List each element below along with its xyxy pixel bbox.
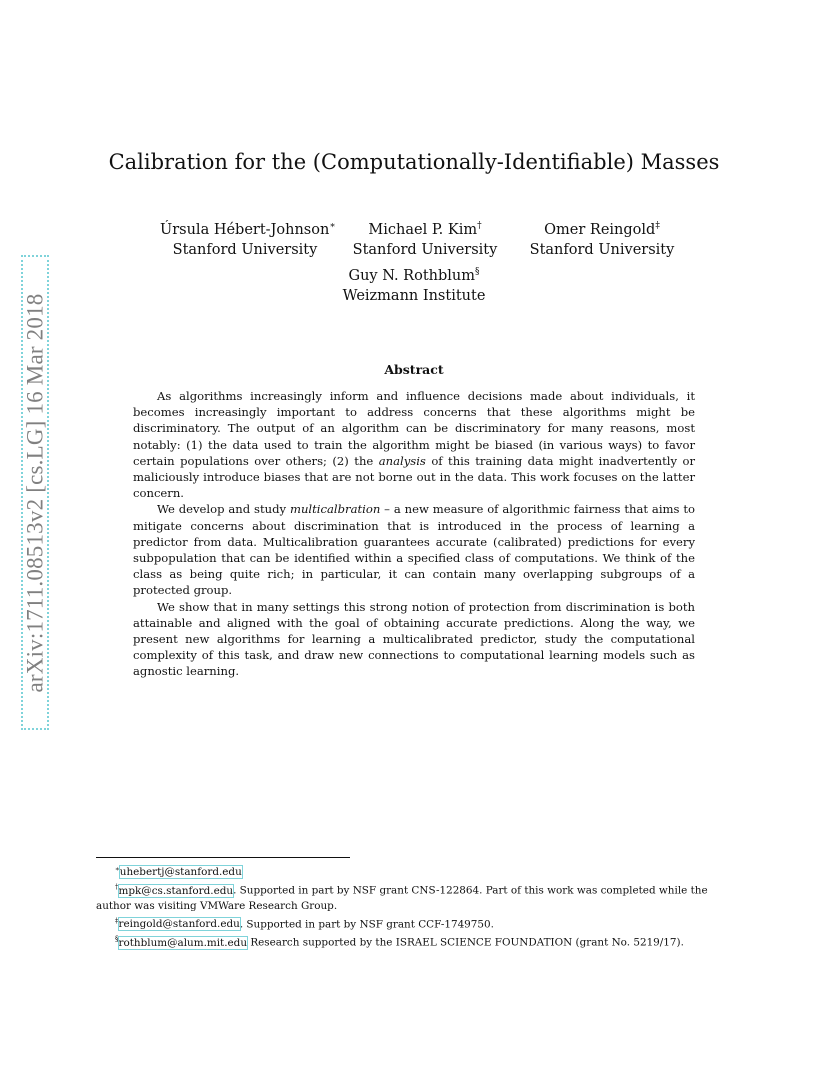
abstract-paragraph-3: We show that in many settings this strong notion of protection from discrimination is both attainable and aligned with the goal of obtaining accurate predictions. Along the way, we present new algorithms for learning a multicalibrated predictor, study the computational complexity of this task, and draw new connections to computational learning models such as agnostic learning. xyxy=(133,599,695,679)
email-link[interactable]: rothblum@alum.mit.edu xyxy=(118,936,248,949)
footnote-4: §rothblum@alum.mit.edu Research supported by the ISRAEL SCIENCE FOUNDATION (grant No. 5219/17). xyxy=(115,935,684,949)
footnote-1: ∗uhebertj@stanford.edu xyxy=(115,865,242,879)
footnotes xyxy=(96,862,735,951)
footnote-2: †mpk@cs.stanford.edu. Supported in part by NSF grant CNS-122864. Part of this work was completed while the xyxy=(115,883,708,897)
author-affiliation: Stanford University xyxy=(172,241,318,258)
abstract-paragraph-2: We develop and study multicalbration – a new measure of algorithmic fairness that aims to mitigate concerns about discrimination that is introduced in the process of learning a predictor from data. Multicalibration guarantees accurate (calibrated) predictions for every subpopulation that can be identified within a specified class of computations. We think of the class as being quite rich; in particular, it can contain many overlapping subgroups of a protected group. xyxy=(133,502,695,598)
author-mark: † xyxy=(477,221,482,231)
author-affiliation: Stanford University xyxy=(529,241,675,258)
abstract-paragraph-1: As algorithms increasingly inform and influence decisions made about individuals, it becomes increasingly important to address concerns that these algorithms might be discriminatory. The output of an algorithm can be discriminatory for many reasons, most notably: (1) the data used to train the algorithm might be biased (in various ways) to favor certain populations over others; (2) the analysis of this training data might inadvertently or maliciously introduce biases that are not borne out in the data. This work focuses on the latter concern. xyxy=(133,389,695,501)
arxiv-identifier-text: arXiv:1711.08513v2 [cs.LG] 16 Mar 2018 xyxy=(22,293,47,692)
author-affiliation: Weizmann Institute xyxy=(342,287,486,304)
email-link[interactable]: uhebertj@stanford.edu xyxy=(119,866,242,879)
arxiv-identifier-stamp[interactable] xyxy=(21,255,49,730)
author-block-4 xyxy=(339,262,489,306)
footnote-2-continued: author was visiting VMWare Research Group. xyxy=(96,899,338,912)
author-block-2 xyxy=(350,216,500,260)
author-name: Guy N. Rothblum xyxy=(348,267,476,284)
abstract-heading: Abstract xyxy=(384,362,444,377)
email-link[interactable]: reingold@stanford.edu xyxy=(118,918,240,931)
author-affiliation: Stanford University xyxy=(352,241,498,258)
author-mark: ‡ xyxy=(655,221,660,231)
email-link[interactable]: mpk@cs.stanford.edu xyxy=(118,884,234,897)
footnote-divider xyxy=(96,857,350,858)
author-mark: § xyxy=(475,267,480,277)
footnote-3: ‡reingold@stanford.edu. Supported in part by NSF grant CCF-1749750. xyxy=(115,916,494,931)
author-name: Úrsula Hébert-Johnson xyxy=(160,221,330,238)
author-mark: ∗ xyxy=(329,221,336,231)
author-block-1 xyxy=(160,216,336,260)
abstract-body xyxy=(133,388,695,680)
author-block-3 xyxy=(527,216,677,260)
paper-title: Calibration for the (Computationally-Identifiable) Masses xyxy=(108,150,720,174)
author-name: Michael P. Kim xyxy=(368,221,478,238)
author-name: Omer Reingold xyxy=(544,221,656,238)
